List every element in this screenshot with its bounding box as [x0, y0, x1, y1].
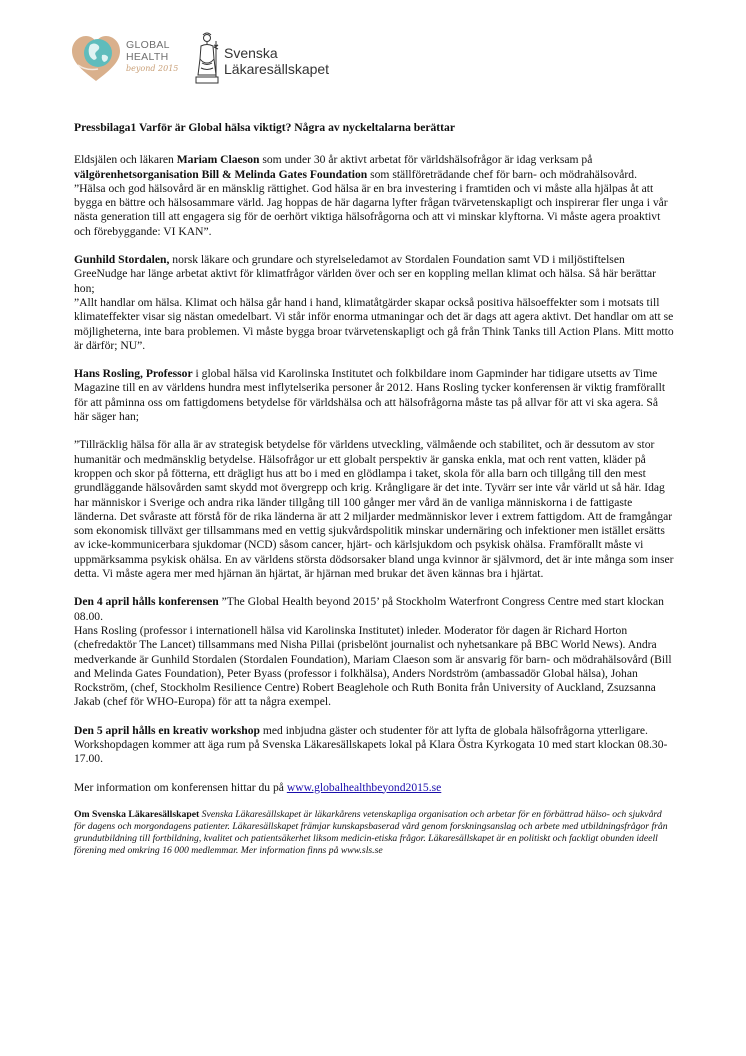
speaker-name: Hans Rosling, Professor — [74, 367, 193, 381]
conference-website-link[interactable]: www.globalhealthbeyond2015.se — [286, 780, 442, 794]
text-segment: Eldsjälen och läkaren — [74, 153, 177, 167]
text-segment: i global hälsa vid Karolinska Institutet och folkbildare inom Gapminder har tidigare utsetts av Time Magazine till en av världens hundra mest inflytelserika personer år 2012. Hans Rosling tycker konferensen är viktig framförallt för att påminna oss om fattigdomens betydelse för världshälsa och att hälsofrågorna måste tas på allvar för att vi ska agera. Så här säger han; — [74, 367, 666, 424]
organisation-name: välgörenhetsorganisation Bill & Melinda Gates Foundation — [74, 167, 368, 181]
global-health-logo — [70, 30, 180, 88]
sls-logo-line2: Läkaresällskapet — [224, 61, 330, 77]
heart-globe-icon — [70, 33, 122, 85]
conference-date: Den 4 april hålls konferensen — [74, 595, 219, 609]
press-release-body — [74, 121, 674, 872]
text-segment: Mer information om konferensen hittar du på — [74, 780, 287, 794]
sls-logo-line1: Svenska — [224, 45, 278, 61]
speaker-name: Gunhild Stordalen, — [74, 253, 170, 267]
text-segment: som under 30 år aktivt arbetat för världshälsofrågor är idag verksam på — [259, 153, 593, 167]
page-header — [70, 30, 470, 90]
gh-logo-line2: HEALTH — [126, 51, 169, 63]
text-segment: som ställföreträdande chef för barn- och mödrahälsovård. — [367, 167, 637, 181]
workshop-date: Den 5 april hålls en kreativ workshop — [74, 723, 260, 737]
more-info — [74, 781, 674, 795]
about-sls — [74, 809, 674, 858]
gh-logo-line3: beyond 2015 — [126, 64, 179, 73]
statue-icon — [193, 31, 221, 85]
claeson-quote: ”Hälsa och god hälsovård är en mänsklig rättighet. God hälsa är en bra investering i framtiden och vi måste alla hjälpas åt att bygga en bättre och hälsosammare värld. Jag hoppas de här dagarna lyfter frågan tvärvetenskapligt och inspirerar fler unga i vår nästa generation till att engagera sig för de oerhört viktiga hälsofrågorna och att vi minskar klyftorna. Vi måste agera proaktivt och förebyggande: VI KAN”. — [74, 181, 668, 238]
document-title: Pressbilaga1 Varför är Global hälsa viktigt? Några av nyckeltalarna berättar — [74, 121, 455, 134]
about-text: Svenska Läkaresällskapet är läkarkårens vetenskapliga organisation och arbetar för en förbättrad hälso- och sjukvård för dagens och morgondagens patienter. Läkaresällskapet främjar kunskapsbaserad vård genom forskningsanslag och arbete med utbildningsfrågor från grundutbildning till fortbildning, kvalitet och patientsäkerhet liksom medicin-etiska frågor. Läkaresällskapet är en politiskt och fackligt obunden ideell förening med omkring 16 000 medlemmar. Mer information finns på www.sls.se — [74, 808, 668, 857]
claeson-intro — [74, 153, 674, 182]
workshop-info — [74, 724, 674, 767]
about-heading: Om Svenska Läkaresällskapet — [74, 808, 200, 820]
text-segment: norsk läkare och grundare och styrelseledamot av Stordalen Foundation samt VD i miljöstiftelsen GreeNudge har länge arbetat aktivt för klimatfrågor världen över och ser en koppling mellan klimat och hälsa. Så här berättar hon; — [74, 253, 657, 295]
speaker-name: Mariam Claeson — [176, 153, 260, 167]
rosling-quote: ”Tillräcklig hälsa för alla är av strategisk betydelse för världens utveckling, välmående och stabilitet, och är dessutom av stor humanitär och medmänsklig betydelse. Hälsofrågor ur ett globalt perspektiv är ganska enkla, mat och rent vatten, kläder på kroppen och skor på fötterna, ett drägligt hus att bo i med en glödlampa i taket, skola för alla barn och tillgång till den mest grundläggande hälsovården samt skydd mot övergrepp och krig. Krångligare är det inte. Tyvärr ser inte vår värld ut så här. Idag har människor i Sverige och andra rika länder tillgång till 100 gånger mer vård än de vanliga människorna i de fattigaste länderna. Det svåraste att förstå för de rika länderna är att 2 miljarder medmänniskor lever i extrem fattigdom. Att de framgångar som ekonomisk tillväxt ger tillsammans med en vettig sjukvårdspolitik minskar undernäring och infektioner men istället ersätts av icke-kommunicerbara sjukdomar (NCD) såsom cancer, hjärt- och kärlsjukdom och psykisk ohälsa. Framförallt måste vi uppmärksamma psykisk ohälsa. En av världens största dödsorsaker bland unga kvinnor är självmord, det är inte många som inser detta. Vi måste agera mer med hjärnan än hjärtat, är hjärnan med brukar det även kännas bra i hjärtat. — [74, 438, 674, 581]
conference-info — [74, 595, 674, 624]
text-segment: ”The Global Health beyond 2015’ på Stockholm Waterfront Congress Centre med start klockan 08.00. — [74, 595, 664, 623]
rosling-intro — [74, 367, 674, 424]
stordalen-quote: ”Allt handlar om hälsa. Klimat och hälsa går hand i hand, klimatåtgärder skapar också positiva hälsoeffekter som i motsats till klimateffekter visar sig nästan omedelbart. Vi står inför enorma utmaningar och det är dags att agera aktivt. Det handlar om att se möjligheterna, inte bara problemen. Vi måste bygga broar tvärvetenskapligt och gå från Think Tanks till Action Plans. Mitt motto är därför; NU”. — [74, 295, 674, 352]
sls-logo — [193, 30, 363, 90]
stordalen-intro — [74, 253, 674, 296]
text-segment: med inbjudna gäster och studenter för att lyfta de globala hälsofrågorna ytterligare. Workshopdagen kommer att äga rum på Svenska Läkaresällskapets lokal på Klara Östra Kyrkogata 10 med start klockan 08.30-17.00. — [74, 723, 668, 766]
conference-speakers: Hans Rosling (professor i internationell hälsa vid Karolinska Institutet) inleder. Moderator för dagen är Richard Horton (chefredaktör The Lancet) tillsammans med Nisha Pillai (prisbelönt journalist och nyhetsankare på BBC World News). Andra medverkande är Gunhild Stordalen (Stordalen Foundation), Mariam Claeson som är ansvarig för barn- och mödrahälsovård (Bill and Melinda Gates Foundation), Peter Byass (professor i folkhälsa), Anders Nordström (ambassadör Global hälsa), Johan Rockström, (chef, Stockholm Resilience Centre) Robert Beaglehole och Ruth Bonita från University of Auckland, Zsuzsanna Jakab (chef för WHO-Europa) för att ta några exempel. — [74, 623, 672, 709]
gh-logo-line1: GLOBAL — [126, 39, 170, 51]
